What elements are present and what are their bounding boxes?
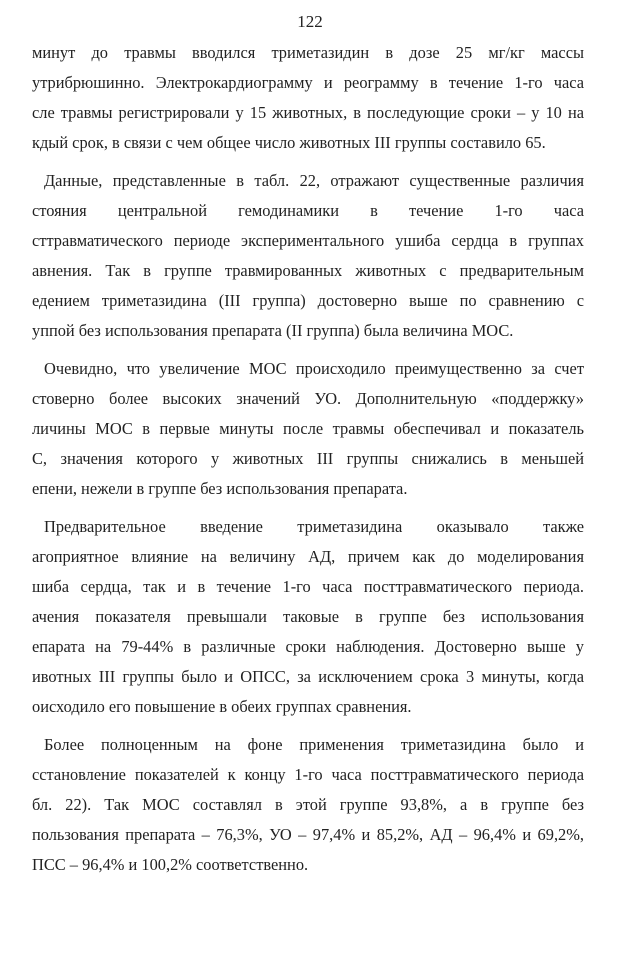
text-line: пользования препарата – 76,3%, УО – 97,4% и 85,2%, АД – 96,4% и 69,2%,: [32, 825, 584, 844]
text-line: сле травмы регистрировали у 15 животных, в последующие сроки – у 10 на: [32, 103, 584, 122]
text-line: ачения показателя превышали таковые в группе без использования: [32, 607, 584, 626]
paragraph-4: [32, 512, 584, 722]
text-line: Предварительное введение триметазидина оказывало также: [44, 517, 584, 536]
paragraph-5: [32, 730, 584, 880]
paragraph-2: [32, 166, 584, 346]
body-text: [32, 38, 584, 880]
text-line: кдый срок, в связи с чем общее число животных III группы составило 65.: [32, 133, 546, 152]
text-line: шиба сердца, так и в течение 1-го часа посттравматического периода.: [32, 577, 584, 596]
text-line: личины МОС в первые минуты после травмы обеспечивал и показатель: [32, 419, 584, 438]
text-line: ПСС – 96,4% и 100,2% соответственно.: [32, 855, 309, 874]
paragraph-1: [32, 38, 584, 158]
text-line: утрибрюшинно. Электрокардиограмму и реограмму в течение 1-го часа: [32, 73, 584, 92]
text-line: Очевидно, что увеличение МОС происходило преимущественно за счет: [44, 359, 584, 378]
text-line: уппой без использования препарата (II группа) была величина МОС.: [32, 321, 514, 340]
paragraph-3: [32, 354, 584, 504]
text-line: С, значения которого у животных III группы снижались в меньшей: [32, 449, 584, 468]
text-line: епарата на 79-44% в различные сроки наблюдения. Достоверно выше у: [32, 637, 584, 656]
text-line: бл. 22). Так МОС составлял в этой группе 93,8%, а в группе без: [32, 795, 584, 814]
text-line: Данные, представленные в табл. 22, отражают существенные различия: [44, 171, 584, 190]
text-line: епени, нежели в группе без использования препарата.: [32, 479, 408, 498]
text-line: сстановление показателей к концу 1-го часа посттравматического периода: [32, 765, 584, 784]
text-line: авнения. Так в группе травмированных животных с предварительным: [32, 261, 584, 280]
text-line: ивотных III группы было и ОПСС, за исключением срока 3 минуты, когда: [32, 667, 584, 686]
text-line: едением триметазидина (III группа) достоверно выше по сравнению с: [32, 291, 584, 310]
text-line: стояния центральной гемодинамики в течение 1-го часа: [32, 201, 584, 220]
text-line: Более полноценным на фоне применения триметазидина было и: [44, 735, 584, 754]
text-line: оисходило его повышение в обеих группах сравнения.: [32, 697, 412, 716]
text-line: агоприятное влияние на величину АД, причем как до моделирования: [32, 547, 584, 566]
text-line: сттравматического периоде экспериментального ушиба сердца в группах: [32, 231, 584, 250]
text-line: стоверно более высоких значений УО. Дополнительную «поддержку»: [32, 389, 584, 408]
page-number: 122: [297, 12, 323, 31]
text-line: минут до травмы вводился триметазидин в дозе 25 мг/кг массы: [32, 43, 584, 62]
